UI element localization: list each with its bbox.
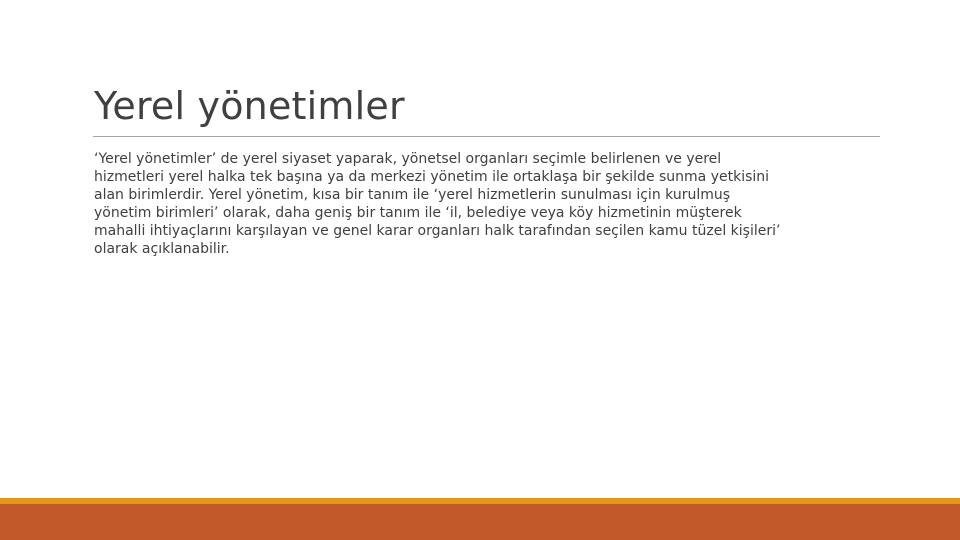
footer-band — [0, 504, 960, 540]
slide-title: Yerel yönetimler — [94, 84, 405, 128]
title-underline — [93, 136, 880, 137]
slide-body-text: ‘Yerel yönetimler’ de yerel siyaset yaparak, yönetsel organları seçimle belirlenen ve yerel hizmetleri yerel halka tek başına ya da merkezi yönetim ile ortaklaşa bir şekilde sunma yetkisini alan birimlerdir. Yerel yönetim, kısa bir tanım ile ‘yerel hizmetlerin sunulması için kurulmuş yönetim birimleri’ olarak, daha geniş bir tanım ile ‘il, belediye veya köy hizmetinin müşterek mahalli ihtiyaçlarını karşılayan ve genel karar organları halk tarafından seçilen kamu tüzel kişileri’ olarak açıklanabilir. — [94, 151, 781, 257]
